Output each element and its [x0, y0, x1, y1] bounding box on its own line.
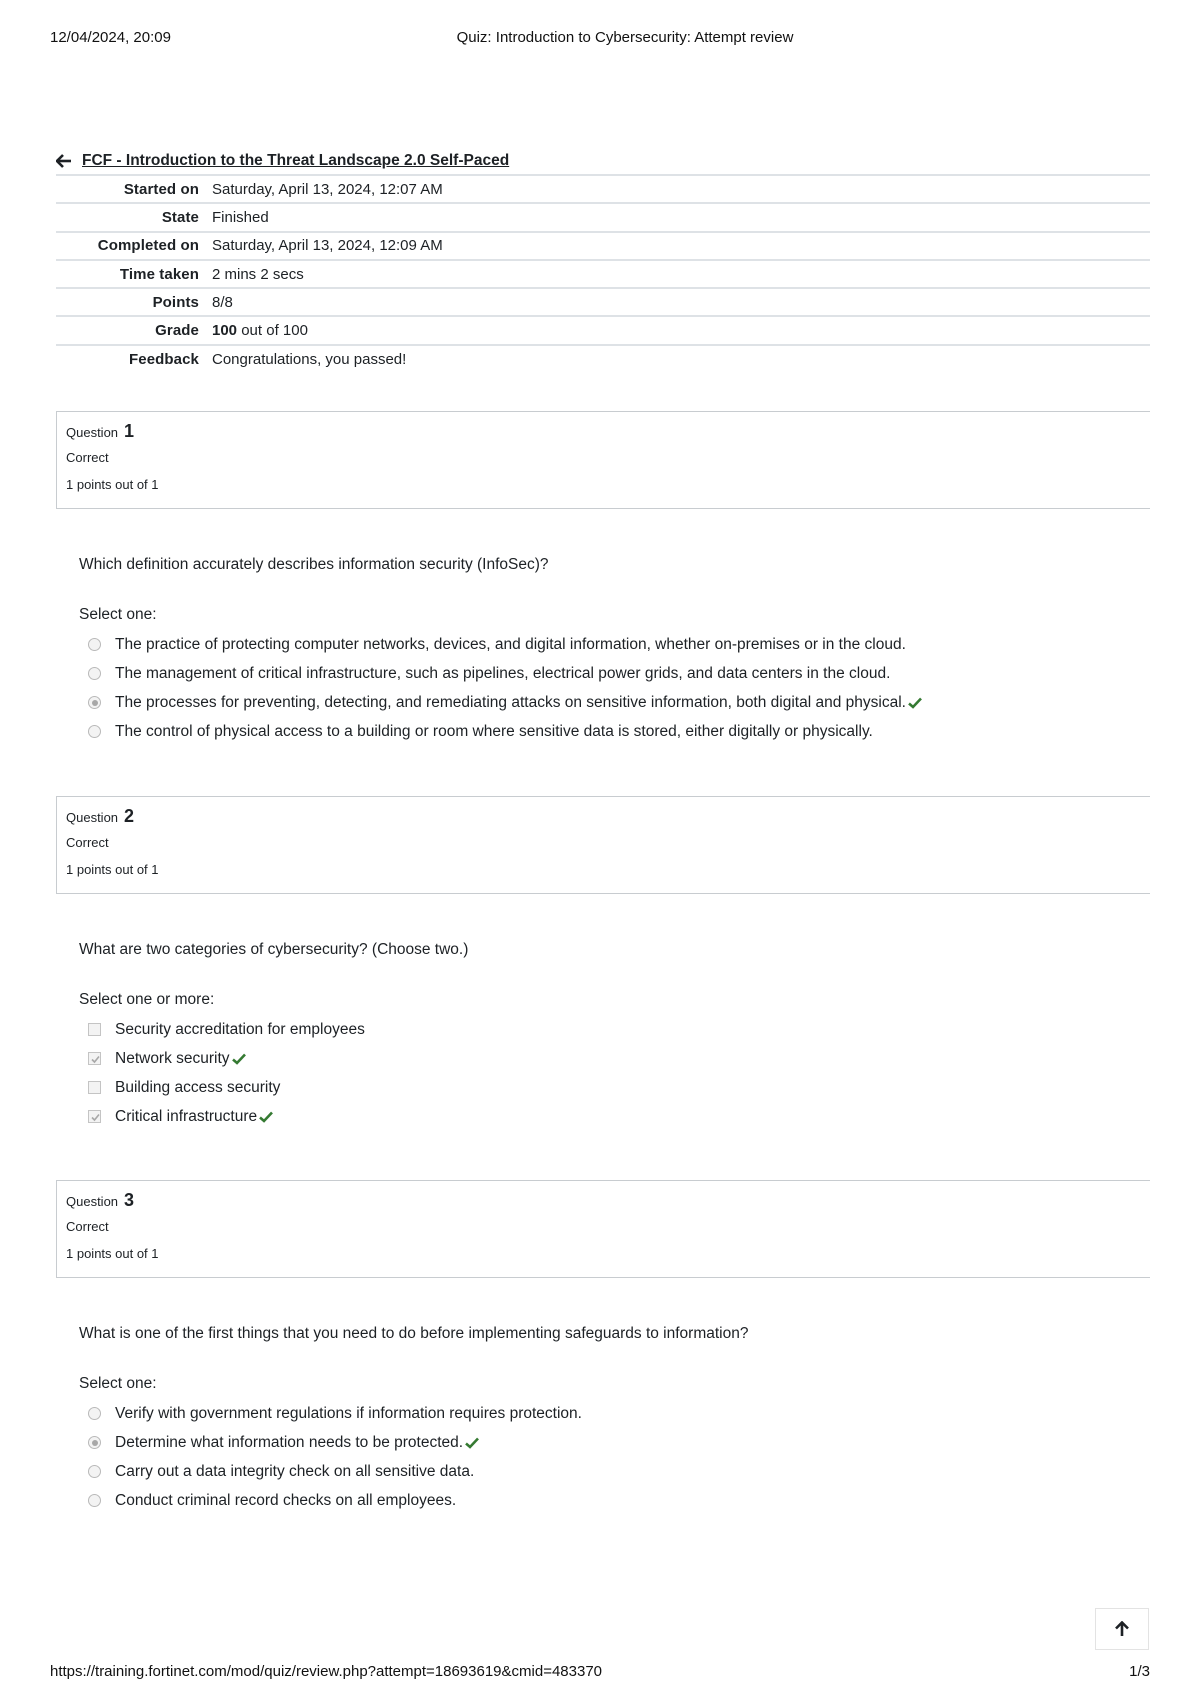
correct-check-icon [908, 697, 922, 709]
grade-out-of: out of 100 [241, 322, 308, 340]
checkbox[interactable] [88, 1023, 101, 1036]
summary-row-grade [56, 317, 1150, 345]
summary-label: Completed on [97, 237, 199, 255]
answer-label: The practice of protecting computer networks, devices, and digital information, whether on-premises or in the cloud. [115, 635, 906, 653]
answer-list-3 [88, 1399, 582, 1515]
course-back-link-label: FCF - Introduction to the Threat Landscape 2.0 Self-Paced [82, 152, 510, 169]
question-state: Correct [66, 1219, 109, 1234]
summary-value: Saturday, April 13, 2024, 12:07 AM [212, 180, 443, 198]
question-number: Question 1 [66, 421, 135, 441]
answer-option[interactable] [88, 1073, 365, 1102]
answer-label: Verify with government regulations if information requires protection. [115, 1404, 582, 1422]
question-state: Correct [66, 835, 109, 850]
answer-label: Determine what information needs to be protected. [115, 1433, 464, 1451]
answer-option[interactable] [88, 659, 922, 688]
arrow-up-icon [1115, 1621, 1129, 1637]
print-header [50, 29, 1150, 49]
summary-row-feedback [56, 346, 1150, 374]
question-grade: 1 points out of 1 [66, 1246, 159, 1261]
summary-value [212, 322, 308, 339]
answer-label: The processes for preventing, detecting, and remediating attacks on sensitive information, both digital and physical. [115, 693, 906, 711]
radio-button[interactable] [88, 725, 101, 738]
question-number: Question 3 [66, 1190, 135, 1210]
radio-button[interactable] [88, 1407, 101, 1420]
answer-label: The control of physical access to a building or room where sensitive data is stored, either digitally or physically. [115, 722, 873, 740]
question-info-2 [56, 796, 1150, 894]
answer-option[interactable] [88, 1044, 365, 1073]
summary-row-state [56, 204, 1150, 232]
correct-check-icon [232, 1053, 246, 1065]
radio-button[interactable] [88, 667, 101, 680]
answer-label: Building access security [115, 1078, 281, 1096]
radio-button-selected[interactable] [88, 1436, 101, 1449]
summary-label: Feedback [129, 351, 199, 369]
question-grade: 1 points out of 1 [66, 477, 159, 492]
attempt-summary-table [56, 174, 1150, 374]
question-grade: 1 points out of 1 [66, 862, 159, 877]
answer-label: Conduct criminal record checks on all employees. [115, 1491, 457, 1509]
question-info-3 [56, 1180, 1150, 1278]
radio-button[interactable] [88, 638, 101, 651]
question-info-1 [56, 411, 1150, 509]
answer-label: Critical infrastructure [115, 1107, 258, 1125]
answer-option[interactable] [88, 717, 922, 746]
summary-row-completed-on [56, 233, 1150, 261]
print-datetime: 12/04/2024, 20:09 [50, 29, 171, 46]
answer-option[interactable] [88, 1015, 365, 1044]
print-url: https://training.fortinet.com/mod/quiz/review.php?attempt=18693619&cmid=483370 [50, 1663, 603, 1680]
radio-button[interactable] [88, 1494, 101, 1507]
summary-value: Finished [212, 208, 269, 226]
course-back-link[interactable] [56, 152, 509, 170]
summary-label: Time taken [119, 265, 199, 283]
answer-option[interactable] [88, 1457, 582, 1486]
summary-row-time-taken [56, 261, 1150, 289]
summary-value: Saturday, April 13, 2024, 12:09 AM [212, 237, 443, 255]
question-number: Question 2 [66, 806, 135, 826]
answer-label: Network security [115, 1049, 230, 1067]
checkbox-checked[interactable] [88, 1052, 101, 1065]
answer-option[interactable] [88, 1486, 582, 1515]
checkbox[interactable] [88, 1081, 101, 1094]
answer-option[interactable] [88, 630, 922, 659]
print-footer [50, 1663, 1150, 1683]
summary-value: 2 mins 2 secs [212, 265, 304, 283]
arrow-left-icon [56, 154, 72, 168]
answer-label: Carry out a data integrity check on all sensitive data. [115, 1462, 475, 1480]
summary-label: Started on [123, 180, 199, 198]
question-text-3: What is one of the first things that you need to do before implementing safeguards to information? [79, 1325, 749, 1342]
checkbox-check-icon [90, 1112, 101, 1123]
question-text-2: What are two categories of cybersecurity? (Choose two.) [79, 941, 469, 958]
summary-value: Congratulations, you passed! [212, 351, 407, 369]
answer-option[interactable] [88, 1399, 582, 1428]
answer-list-2 [88, 1015, 365, 1131]
radio-button-selected[interactable] [88, 696, 101, 709]
radio-button[interactable] [88, 1465, 101, 1478]
correct-check-icon [465, 1437, 479, 1449]
answer-option[interactable] [88, 688, 922, 717]
summary-value: 8/8 [212, 293, 233, 311]
correct-check-icon [259, 1111, 273, 1123]
question-text-1: Which definition accurately describes information security (InfoSec)? [79, 556, 549, 573]
summary-row-started-on [56, 176, 1150, 204]
answer-label: Security accreditation for employees [115, 1020, 365, 1038]
checkbox-checked[interactable] [88, 1110, 101, 1123]
grade-score: 100 [212, 322, 238, 340]
summary-label: Grade [155, 322, 199, 340]
summary-label: State [161, 208, 199, 226]
print-page-number: 1/3 [1129, 1663, 1150, 1680]
answer-prompt-1: Select one: [79, 606, 157, 623]
summary-label: Points [152, 293, 199, 311]
answer-prompt-3: Select one: [79, 1375, 157, 1392]
answer-list-1 [88, 630, 922, 746]
question-state: Correct [66, 450, 109, 465]
answer-prompt-2: Select one or more: [79, 991, 215, 1008]
answer-label: The management of critical infrastructure, such as pipelines, electrical power grids, and data centers in the cloud. [115, 664, 891, 682]
scroll-to-top-button[interactable] [1095, 1608, 1149, 1650]
answer-option[interactable] [88, 1102, 365, 1131]
summary-row-points [56, 289, 1150, 317]
answer-option[interactable] [88, 1428, 582, 1457]
checkbox-check-icon [90, 1054, 101, 1065]
print-page-title: Quiz: Introduction to Cybersecurity: Attempt review [456, 29, 794, 46]
